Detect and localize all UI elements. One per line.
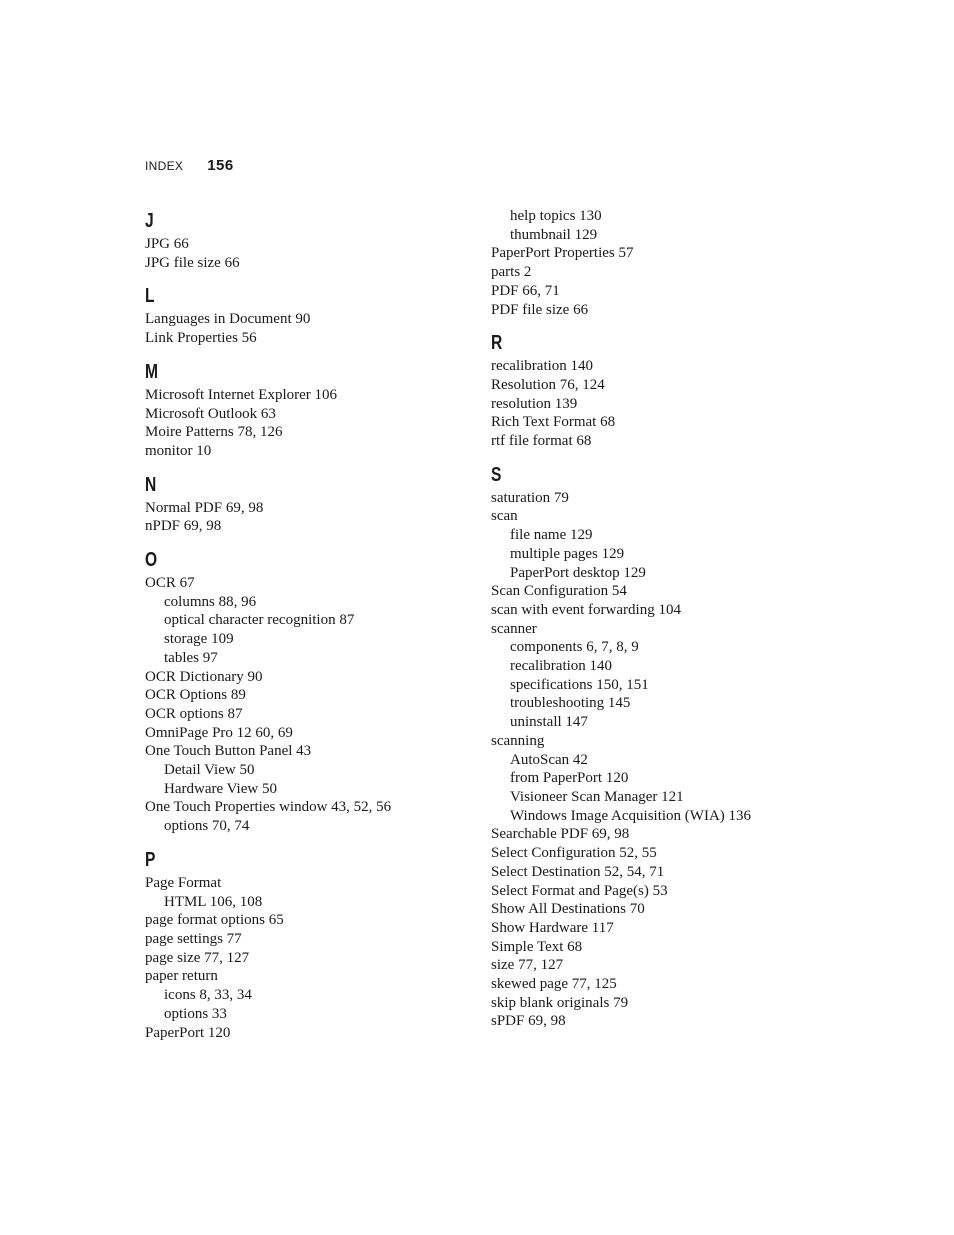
index-entry: Scan Configuration 54 [491, 583, 627, 600]
index-entry: JPG file size 66 [145, 254, 240, 271]
index-subentry: Detail View 50 [164, 762, 255, 779]
index-letter-heading: N [145, 473, 157, 496]
section-gap [145, 348, 475, 358]
index-entry: resolution 139 [491, 395, 578, 412]
index-letter-heading: S [491, 463, 502, 486]
index-entry: PDF 66, 71 [491, 282, 560, 299]
index-subentry: storage 109 [164, 631, 234, 648]
index-entry: recalibration 140 [491, 358, 594, 375]
index-entry: scanner [491, 620, 537, 637]
index-subentry: icons 8, 33, 34 [164, 987, 252, 1004]
index-letter-heading: L [145, 285, 155, 308]
index-letter-heading: R [491, 332, 503, 355]
index-entry: One Touch Properties window 43, 52, 56 [145, 799, 392, 816]
index-entry: PaperPort Properties 57 [491, 245, 634, 262]
section-gap [145, 836, 475, 846]
index-subentry: Windows Image Acquisition (WIA) 136 [510, 807, 752, 824]
index-subentry: AutoScan 42 [510, 751, 588, 768]
index-subentry: specifications 150, 151 [510, 676, 649, 693]
index-column-left [145, 207, 475, 1042]
index-entry: monitor 10 [145, 442, 212, 459]
index-subentry: Visioneer Scan Manager 121 [510, 788, 684, 805]
index-entry: scanning [491, 732, 545, 749]
index-entry: Show Hardware 117 [491, 919, 614, 936]
index-entry: rtf file format 68 [491, 433, 592, 450]
index-subentry: optical character recognition 87 [164, 612, 355, 629]
index-entry: Simple Text 68 [491, 938, 583, 955]
index-entry: OCR options 87 [145, 705, 243, 722]
index-letter-heading: O [145, 549, 158, 572]
index-letter-heading: J [145, 210, 154, 232]
index-entry: Resolution 76, 124 [491, 376, 605, 393]
section-gap [491, 319, 851, 329]
index-entry: Select Format and Page(s) 53 [491, 882, 668, 899]
index-entry: Select Configuration 52, 55 [491, 845, 657, 862]
index-entry: One Touch Button Panel 43 [145, 743, 312, 760]
index-letter-heading: M [145, 360, 159, 383]
index-entry: Languages in Document 90 [145, 311, 311, 328]
index-entry: skip blank originals 79 [491, 994, 629, 1011]
index-subentry: help topics 130 [510, 208, 602, 224]
index-subentry: tables 97 [164, 649, 218, 666]
index-entry: JPG 66 [145, 236, 189, 252]
page-number: 156 [207, 157, 234, 174]
index-entry: scan [491, 508, 518, 525]
index-entry: nPDF 69, 98 [145, 518, 222, 535]
index-subentry: PaperPort desktop 129 [510, 564, 646, 581]
index-entry: page settings 77 [145, 930, 242, 947]
index-subentry: columns 88, 96 [164, 593, 257, 610]
index-entry: page size 77, 127 [145, 949, 250, 966]
index-entry: sPDF 69, 98 [491, 1013, 566, 1030]
index-column-right [491, 207, 851, 1031]
index-entry: scan with event forwarding 104 [491, 601, 681, 618]
index-subentry: options 70, 74 [164, 818, 250, 835]
index-subentry: from PaperPort 120 [510, 770, 629, 787]
index-entry: skewed page 77, 125 [491, 976, 617, 993]
index-subentry: options 33 [164, 1005, 227, 1022]
index-subentry: thumbnail 129 [510, 226, 598, 243]
index-entry: size 77, 127 [491, 957, 564, 974]
index-entry: Page Format [145, 874, 222, 891]
index-entry: saturation 79 [491, 489, 569, 506]
index-entry: Moire Patterns 78, 126 [145, 424, 283, 441]
section-gap [145, 272, 475, 282]
index-entry: Show All Destinations 70 [491, 901, 645, 918]
index-entry: OCR Options 89 [145, 687, 246, 704]
index-entry: paper return [145, 968, 218, 985]
index-entry: page format options 65 [145, 912, 284, 929]
running-header [145, 157, 234, 174]
index-subentry: troubleshooting 145 [510, 695, 631, 712]
index-entry: OCR Dictionary 90 [145, 668, 263, 685]
index-entry: Link Properties 56 [145, 330, 257, 347]
index-subentry: uninstall 147 [510, 714, 588, 731]
section-gap [145, 461, 475, 471]
index-subentry: multiple pages 129 [510, 545, 625, 562]
index-entry: OCR 67 [145, 575, 195, 592]
index-entry: Select Destination 52, 54, 71 [491, 863, 665, 880]
index-subentry: components 6, 7, 8, 9 [510, 639, 639, 656]
index-entry: Rich Text Format 68 [491, 414, 616, 431]
section-gap [145, 536, 475, 546]
index-subentry: Hardware View 50 [164, 780, 277, 797]
index-entry: Microsoft Outlook 63 [145, 405, 276, 422]
index-entry: PDF file size 66 [491, 301, 589, 318]
index-entry: Searchable PDF 69, 98 [491, 826, 630, 843]
index-entry: parts 2 [491, 264, 532, 281]
index-letter-heading: P [145, 848, 156, 871]
index-subentry: HTML 106, 108 [164, 893, 263, 910]
section-gap [491, 451, 851, 461]
index-subentry: file name 129 [510, 527, 593, 544]
section-title: INDEX [145, 159, 184, 173]
index-entry: Microsoft Internet Explorer 106 [145, 386, 338, 403]
index-subentry: recalibration 140 [510, 658, 613, 675]
index-entry: Normal PDF 69, 98 [145, 499, 264, 516]
index-entry: OmniPage Pro 12 60, 69 [145, 724, 293, 741]
index-entry: PaperPort 120 [145, 1024, 231, 1041]
